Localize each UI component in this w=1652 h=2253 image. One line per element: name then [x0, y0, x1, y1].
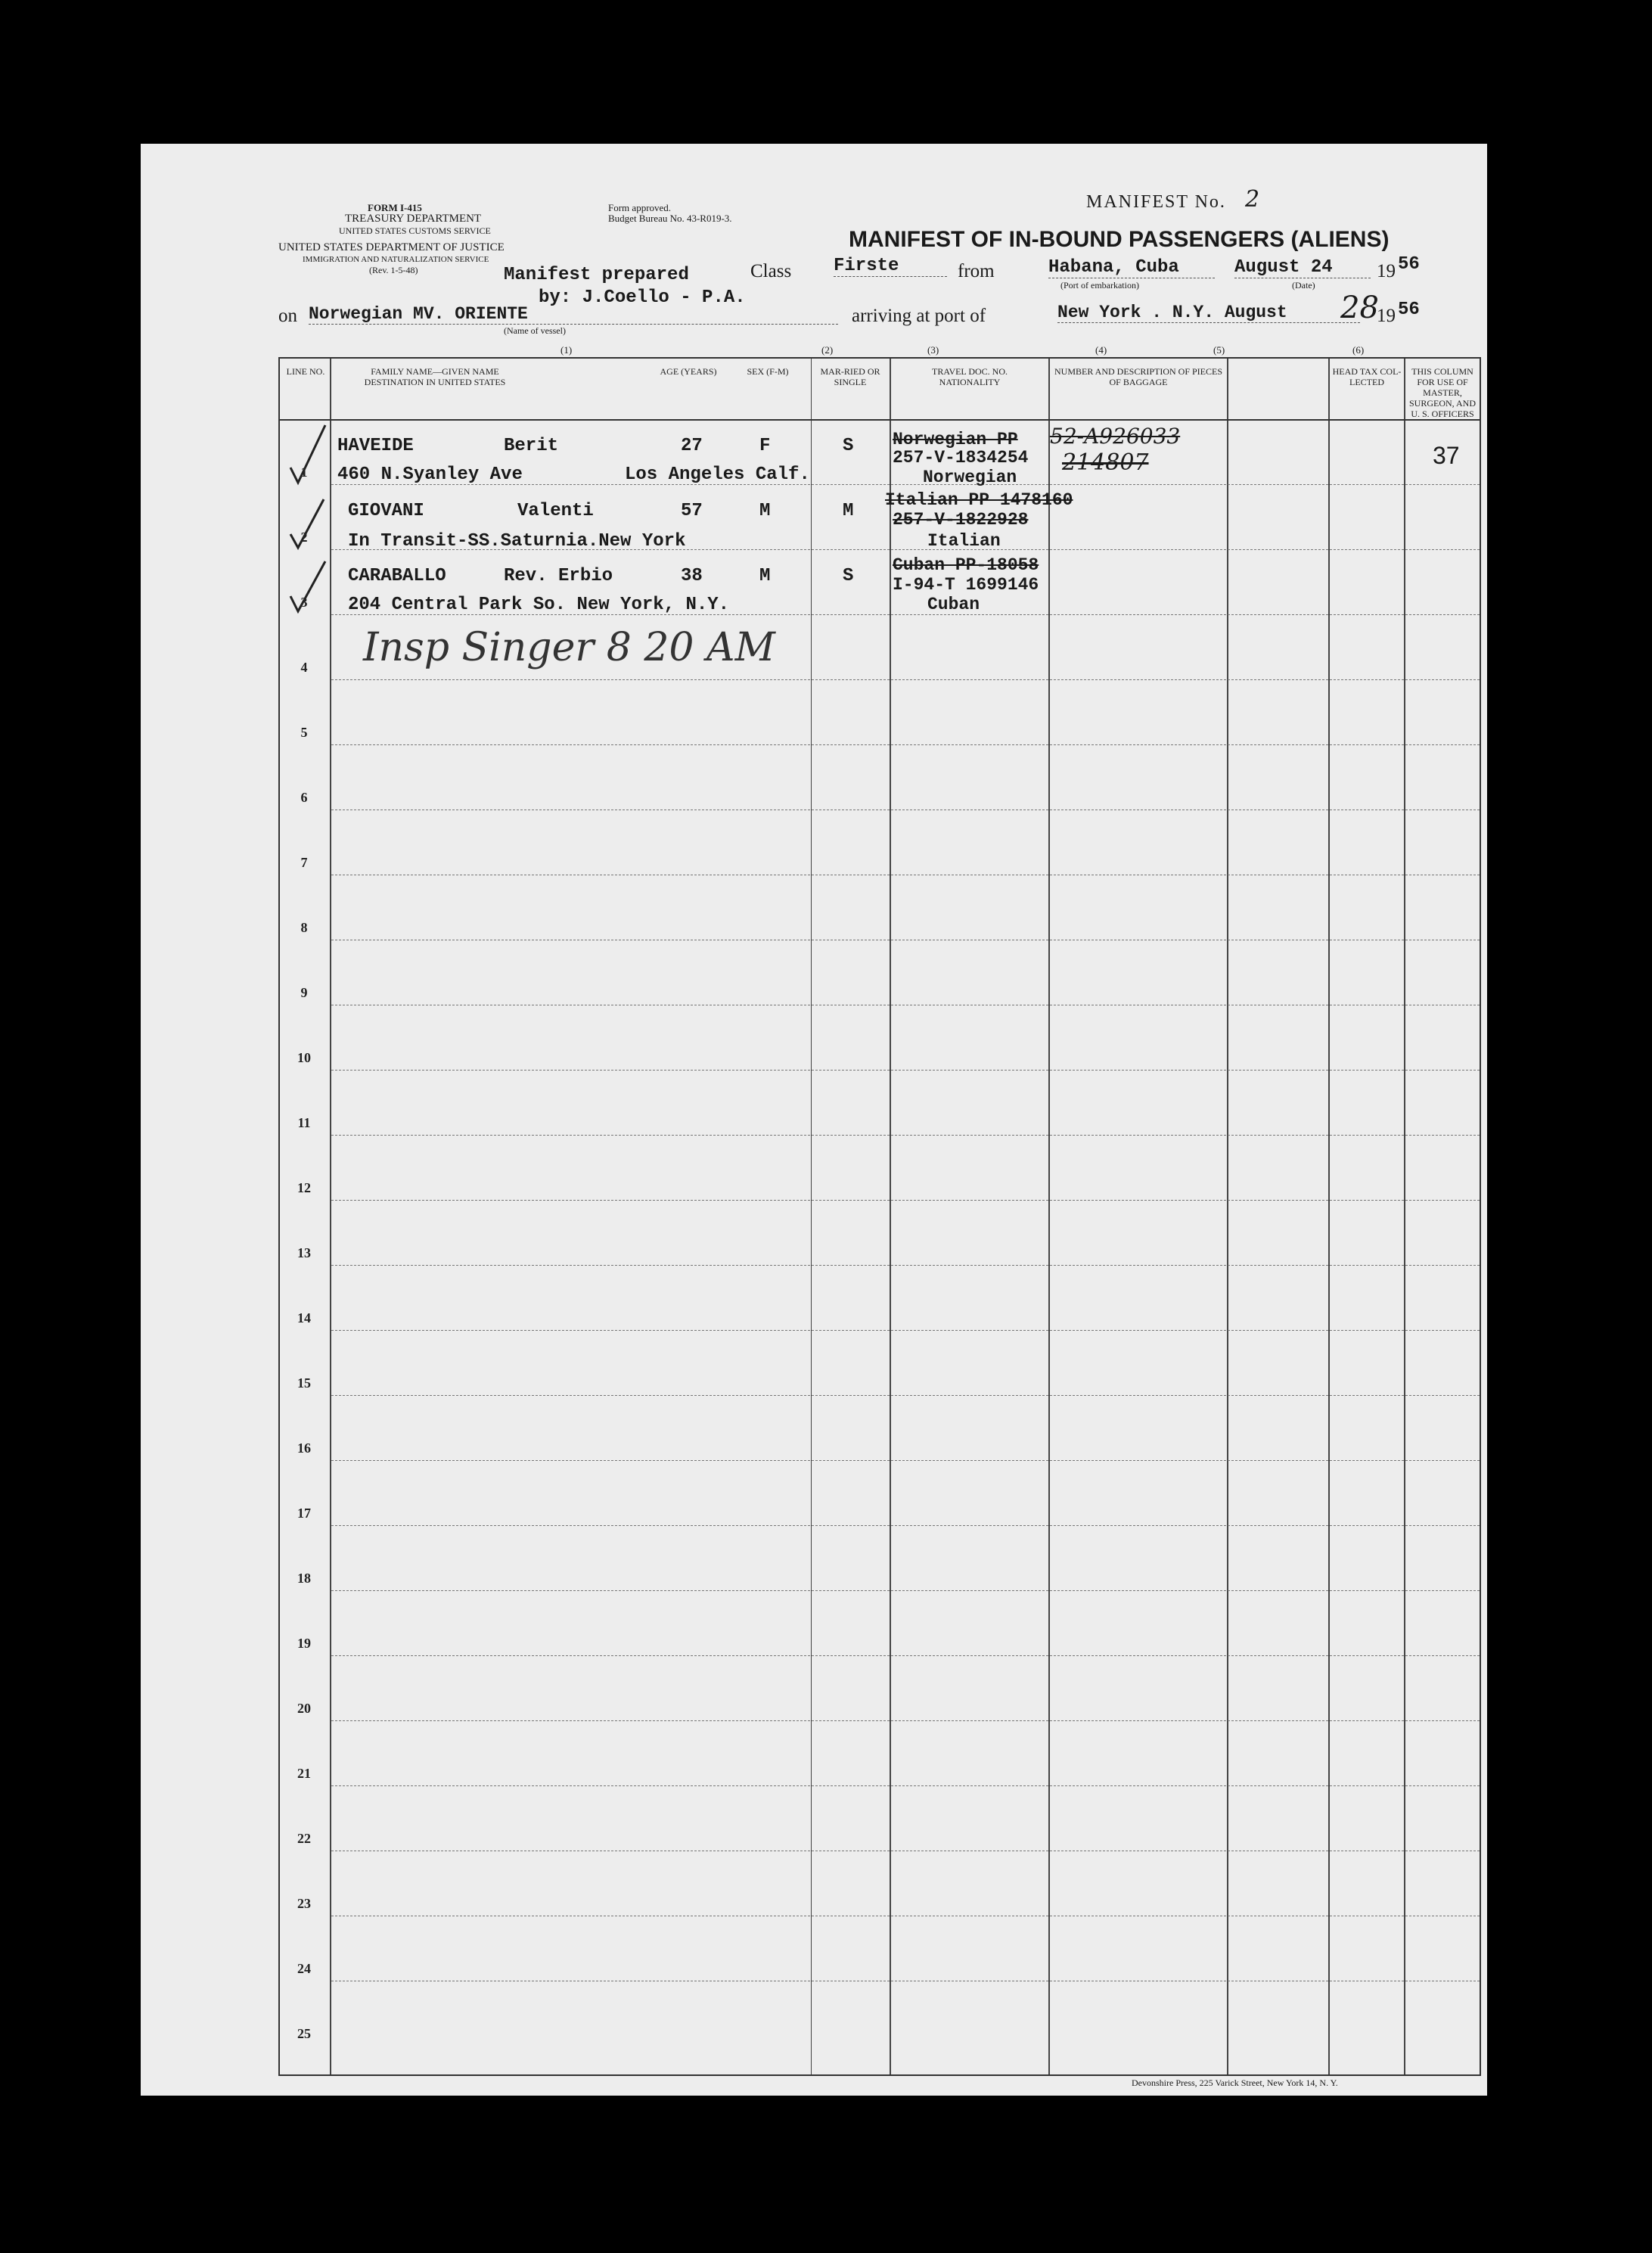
header-married: MAR-RIED OR SINGLE: [820, 366, 880, 387]
line-number: 7: [300, 855, 308, 870]
line-number: 11: [297, 1115, 311, 1130]
row-line: [331, 1525, 1480, 1526]
passenger-given-name: Berit: [504, 436, 559, 456]
on-label: on: [278, 306, 297, 326]
travel-document: Italian PP 1478160: [885, 490, 1073, 510]
column-divider: [1328, 359, 1330, 2074]
column-divider: [330, 359, 331, 2074]
row-line: [331, 744, 1480, 745]
from-label: from: [958, 261, 995, 281]
travel-document-2: 257-V-1822928: [893, 510, 1029, 530]
header-officers: THIS COLUMN FOR USE OF MASTER, SURGEON, AND U. S. OFFICERS: [1408, 366, 1476, 419]
column-number: (6): [1352, 344, 1365, 356]
line-number: 12: [297, 1180, 311, 1195]
embarkation-date: August 24: [1234, 257, 1371, 278]
passenger-marital: S: [843, 566, 854, 586]
class-label: Class: [750, 261, 792, 281]
date-caption: (Date): [1292, 280, 1315, 291]
prepared-by: by: J.Coello - P.A.: [539, 287, 746, 308]
passenger-nationality: Norwegian: [923, 468, 1017, 487]
year-from: 56: [1398, 254, 1420, 275]
passenger-destination: 204 Central Park So. New York, N.Y.: [348, 595, 730, 615]
manifest-title: MANIFEST OF IN-BOUND PASSENGERS (ALIENS): [849, 227, 1390, 252]
column-number: (5): [1213, 344, 1225, 356]
checkmark-icon: [286, 422, 331, 486]
form-number: FORM I-415: [368, 202, 422, 213]
line-number: 23: [297, 1896, 311, 1911]
checkmark-icon: [286, 495, 331, 551]
header-sex: SEX (F-M): [747, 366, 789, 377]
row-line: [331, 1395, 1480, 1396]
row-line: [331, 1200, 1480, 1201]
passenger-family-name: HAVEIDE: [337, 436, 414, 456]
column-number: (2): [821, 344, 834, 356]
passenger-family-name: CARABALLO: [348, 566, 446, 586]
passenger-marital: S: [843, 436, 854, 456]
row-line: [331, 1330, 1480, 1331]
header-line-no: LINE NO.: [286, 366, 325, 377]
line-number: 16: [297, 1440, 311, 1456]
passenger-given-name: Rev. Erbio: [504, 566, 613, 586]
row-line: [331, 1655, 1480, 1656]
port-caption: (Port of embarkation): [1060, 280, 1139, 291]
row-line: [331, 1265, 1480, 1266]
line-number: 3: [300, 595, 308, 610]
line-number: 6: [300, 790, 308, 805]
budget-bureau: Budget Bureau No. 43-R019-3.: [608, 213, 732, 224]
passenger-age: 57: [681, 501, 703, 521]
row-line: [331, 1720, 1480, 1721]
passenger-destination: 460 N.Syanley Ave: [337, 465, 523, 485]
year-prefix: 19: [1377, 261, 1396, 281]
line-number: 8: [300, 920, 308, 935]
line-number: 18: [297, 1571, 311, 1586]
arrival-day: 28: [1340, 291, 1379, 325]
form-approved: Form approved.: [608, 202, 672, 213]
line-number: 14: [297, 1310, 311, 1325]
vessel-name: Norwegian MV. ORIENTE: [309, 304, 838, 325]
column-divider: [1227, 359, 1228, 2074]
line-number: 5: [300, 725, 308, 740]
column-divider: [1404, 359, 1405, 2074]
line-number: 13: [297, 1245, 311, 1260]
passenger-family-name: GIOVANI: [348, 501, 424, 521]
passenger-sex: M: [759, 566, 771, 586]
row-line: [331, 1785, 1480, 1786]
line-number: 10: [297, 1050, 311, 1065]
line-number: 22: [297, 1831, 311, 1846]
passenger-sex: M: [759, 501, 771, 521]
column-number: (4): [1095, 344, 1107, 356]
column-number: (3): [927, 344, 939, 356]
class-value: Firste: [834, 256, 947, 277]
inspector-note: Insp Singer 8 20 AM: [363, 625, 775, 670]
year-prefix-2: 19: [1377, 306, 1396, 326]
travel-document-2-alt: 214807: [1062, 449, 1149, 476]
prepared-label: Manifest prepared: [504, 265, 689, 285]
line-number: 21: [297, 1766, 311, 1781]
header-divider: [280, 419, 1480, 421]
line-number: 2: [300, 530, 308, 545]
row-line: [331, 679, 1480, 680]
header-head-tax: HEAD TAX COL-LECTED: [1332, 366, 1402, 387]
arriving-label: arriving at port of: [852, 306, 986, 326]
travel-document-2: 257-V-1834254: [893, 448, 1029, 468]
line-number: 20: [297, 1701, 311, 1716]
line-number: 9: [300, 985, 308, 1000]
passenger-sex: F: [759, 436, 771, 456]
line-number: 4: [300, 660, 308, 675]
passenger-given-name: Valenti: [517, 501, 594, 521]
header-baggage: NUMBER AND DESCRIPTION OF PIECES OF BAGGAGE: [1054, 366, 1223, 387]
passenger-destination: In Transit-SS.Saturnia.New York: [348, 531, 686, 552]
line-number: 25: [297, 2026, 311, 2041]
travel-document: Cuban PP-18058: [893, 555, 1039, 575]
column-divider: [890, 359, 891, 2074]
vessel-caption: (Name of vessel): [504, 325, 566, 336]
revision: (Rev. 1-5-48): [369, 265, 418, 275]
port-of-embarkation: Habana, Cuba: [1048, 257, 1215, 278]
passenger-destination-city: Los Angeles Calf.: [625, 465, 810, 485]
row-line: [331, 1590, 1480, 1591]
printer-imprint: Devonshire Press, 225 Varick Street, New York 14, N. Y.: [1132, 2077, 1338, 2088]
year-to: 56: [1398, 300, 1420, 320]
passenger-table: [278, 357, 1481, 2076]
header-age: AGE (YEARS): [660, 366, 717, 377]
line-number: 19: [297, 1636, 311, 1651]
ins-service: IMMIGRATION AND NATURALIZATION SERVICE: [303, 255, 489, 264]
passenger-nationality: Italian: [927, 531, 1001, 551]
line-number: 24: [297, 1961, 311, 1976]
header-travel-doc: TRAVEL DOC. NO. NATIONALITY: [931, 366, 1008, 387]
line-number: 15: [297, 1375, 311, 1391]
travel-document: Norwegian PP: [893, 430, 1018, 449]
header-name: FAMILY NAME—GIVEN NAME DESTINATION IN UNITED STATES: [364, 366, 506, 387]
travel-document-2: I-94-T 1699146: [893, 575, 1039, 595]
passenger-nationality: Cuban: [927, 595, 980, 614]
line-number: 17: [297, 1506, 311, 1521]
row-line: [331, 1070, 1480, 1071]
passenger-age: 27: [681, 436, 703, 456]
line-number: 1: [300, 465, 308, 480]
manifest-number: 2: [1245, 186, 1260, 213]
treasury-department: TREASURY DEPARTMENT: [345, 213, 482, 225]
department-of-justice: UNITED STATES DEPARTMENT OF JUSTICE: [278, 241, 505, 253]
row-line: [331, 1460, 1480, 1461]
manifest-number-label: MANIFEST No.: [1086, 192, 1226, 212]
manifest-page: [141, 144, 1487, 2096]
arrival-port: New York . N.Y. August: [1057, 303, 1360, 323]
passenger-age: 38: [681, 566, 703, 586]
officer-mark: 37: [1433, 442, 1460, 469]
customs-service: UNITED STATES CUSTOMS SERVICE: [339, 225, 491, 236]
column-number: (1): [560, 344, 573, 356]
column-divider: [811, 359, 812, 2074]
row-line: [331, 1135, 1480, 1136]
travel-document-alt: 52-A926033: [1050, 424, 1181, 449]
passenger-marital: M: [843, 501, 854, 521]
column-divider: [1048, 359, 1050, 2074]
checkmark-icon: [286, 557, 331, 614]
